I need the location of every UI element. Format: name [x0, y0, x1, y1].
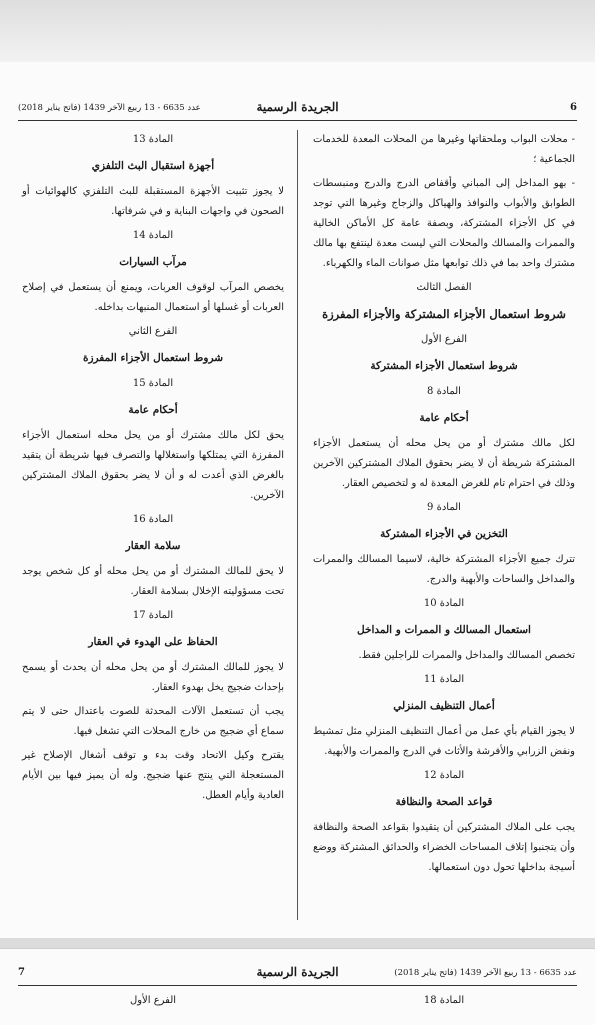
- page-2-issue-info: عدد 6635 - 13 ربيع الآخر 1439 (فاتح يناير 2018): [394, 968, 577, 978]
- article-9-title: التخزين في الأجزاء المشتركة: [380, 528, 508, 540]
- right-column: [313, 130, 575, 882]
- article-8-title: أحكام عامة: [419, 412, 469, 424]
- branch-title: شروط استعمال الأجزاء المشتركة: [370, 360, 518, 372]
- branch-heading: الفرع الأول: [420, 334, 468, 345]
- article-17-text-1: لا يجوز للمالك المشترك أو من يحل محله أن يحدث أو يسمح بإحداث ضجيج يخل بهدوء العقار.: [22, 662, 284, 693]
- page-2-branch-heading: الفرع الأول: [129, 995, 177, 1006]
- page-number: 6: [570, 102, 577, 113]
- branch-2-heading: الفرع الثاني: [128, 326, 178, 337]
- article-15-number: المادة 15: [132, 378, 174, 389]
- article-13-title: أجهزة استقبال البث التلفزي: [91, 160, 215, 172]
- article-12-text: يجب على الملاك المشتركين أن يتقيدوا بقواعد الصحة والنظافة وأن يتجنبوا إتلاف المساحات الخضراء والحدائق المشتركة ووضع أسيجة بداخلها تحول دون استعمالها.: [313, 822, 575, 873]
- article-17-number: المادة 17: [132, 610, 174, 621]
- page-2-gazette-title: الجريدة الرسمية: [256, 965, 339, 979]
- article-13-text: لا يجوز تثبيت الأجهزة المستقبلة للبث التلفزي كالهوائيات أو الصحون في واجهات البناية و في شرفاتها.: [22, 186, 284, 217]
- article-11-number: المادة 11: [423, 674, 465, 685]
- article-12-title: قواعد الصحة والنظافة: [395, 796, 493, 808]
- article-16-text: لا يحق للمالك المشترك أو من يحل محله أو كل شخص يوجد تحت مسؤوليته الإخلال بسلامة العقار.: [22, 566, 284, 597]
- article-14-number: المادة 14: [132, 230, 174, 241]
- article-16-number: المادة 16: [132, 514, 174, 525]
- article-11-text: لا يجوز القيام بأي عمل من أعمال التنظيف المنزلي مثل تمشيط ونفض الزرابي والأفرشة والأثاث في الدرج والممرات والأبهية.: [313, 726, 575, 757]
- chapter-heading: الفصل الثالث: [416, 282, 472, 293]
- article-15-title: أحكام عامة: [128, 404, 178, 416]
- article-17-title: الحفاظ على الهدوء في العقار: [88, 636, 218, 648]
- page-2-header-rule: [18, 985, 577, 986]
- article-18-number: المادة 18: [423, 995, 465, 1006]
- article-10-text: تخصص المسالك والمداخل والممرات للراجلين فقط.: [358, 650, 575, 661]
- gazette-page-6: [0, 62, 595, 938]
- column-divider: [297, 130, 298, 920]
- article-8-text: لكل مالك مشترك أو من يحل محله أن يستعمل الأجزاء المشتركة شريطة أن لا يضر بحقوق الملاك المشتركين الآخرين وذلك في احترام تام للغرض المعدة له و لتخصيص العقار.: [313, 438, 575, 489]
- article-17-text-2: يجب أن تستعمل الآلات المحدثة للصوت باعتدال حتى لا يتم سماع أي ضجيج من خارج المحلات التي تشغل فيها.: [22, 706, 284, 737]
- article-9-text: تترك جميع الأجزاء المشتركة خالية، لاسيما المسالك والممرات والمداخل والساحات والأبهية والدرج.: [313, 554, 575, 585]
- article-14-text: يخصص المرآب لوقوف العربات، ويمنع أن يستعمل في إصلاح العربات أو غسلها أو استعمال المنبهات بداخله.: [22, 282, 284, 313]
- page-gap: [0, 938, 595, 948]
- article-12-number: المادة 12: [423, 770, 465, 781]
- page-2-header: [18, 967, 577, 981]
- article-14-title: مرآب السيارات: [119, 256, 187, 268]
- article-13-number: المادة 13: [132, 134, 174, 145]
- issue-info: عدد 6635 - 13 ربيع الآخر 1439 (فاتح يناير 2018): [18, 103, 201, 113]
- page-2-number: 7: [18, 967, 25, 978]
- chapter-title: شروط استعمال الأجزاء المشتركة والأجزاء المفرزة: [322, 307, 566, 321]
- article-10-number: المادة 10: [423, 598, 465, 609]
- left-column: [22, 130, 284, 810]
- bullet-2: - بهو المداخل إلى المباني وأقفاص الدرج والدرج ومنبسطات الطوابق والأبواب والنوافذ والهياكل والزجاج وغيرها التي توجد في كل الأجزاء المشتركة، وبصفة عامة كل الأماكن الخالية والممرات والمسالك والمحلات التي ليست معدة لينتفع بها مالك مشترك واحد بما في ذلك توابعها مثل صوانات الماء والكهرباء.: [313, 178, 575, 269]
- article-11-title: أعمال التنظيف المنزلي: [393, 700, 495, 712]
- article-8-number: المادة 8: [427, 386, 461, 397]
- article-15-text: يحق لكل مالك مشترك أو من يحل محله استعمال الأجزاء المفرزة التي يمتلكها واستغلالها والتصرف فيها شريطة أن يتقيد بالغرض الذي أعدت له و أن لا يضر بحقوق الملاك المشتركين الآخرين.: [22, 430, 284, 501]
- article-9-number: المادة 9: [427, 502, 461, 513]
- gazette-title: الجريدة الرسمية: [256, 100, 339, 114]
- gazette-page-7: [0, 948, 595, 1025]
- page-header: [18, 102, 577, 121]
- article-10-title: استعمال المسالك و الممرات و المداخل: [357, 624, 531, 636]
- article-17-text-3: يقترح وكيل الاتحاد وقت بدء و توقف أشغال الإصلاح غير المستعجلة التي ينتج عنها ضجيج. وله أن يميز فيها بين الأيام العادية وأيام العطل.: [22, 750, 284, 801]
- article-16-title: سلامة العقار: [125, 540, 181, 552]
- bullet-1: - محلات البواب وملحقاتها وغيرها من المحلات المعدة للخدمات الجماعية ؛: [313, 134, 575, 165]
- top-strip: [0, 0, 595, 63]
- branch-2-title: شروط استعمال الأجزاء المفرزة: [82, 352, 224, 364]
